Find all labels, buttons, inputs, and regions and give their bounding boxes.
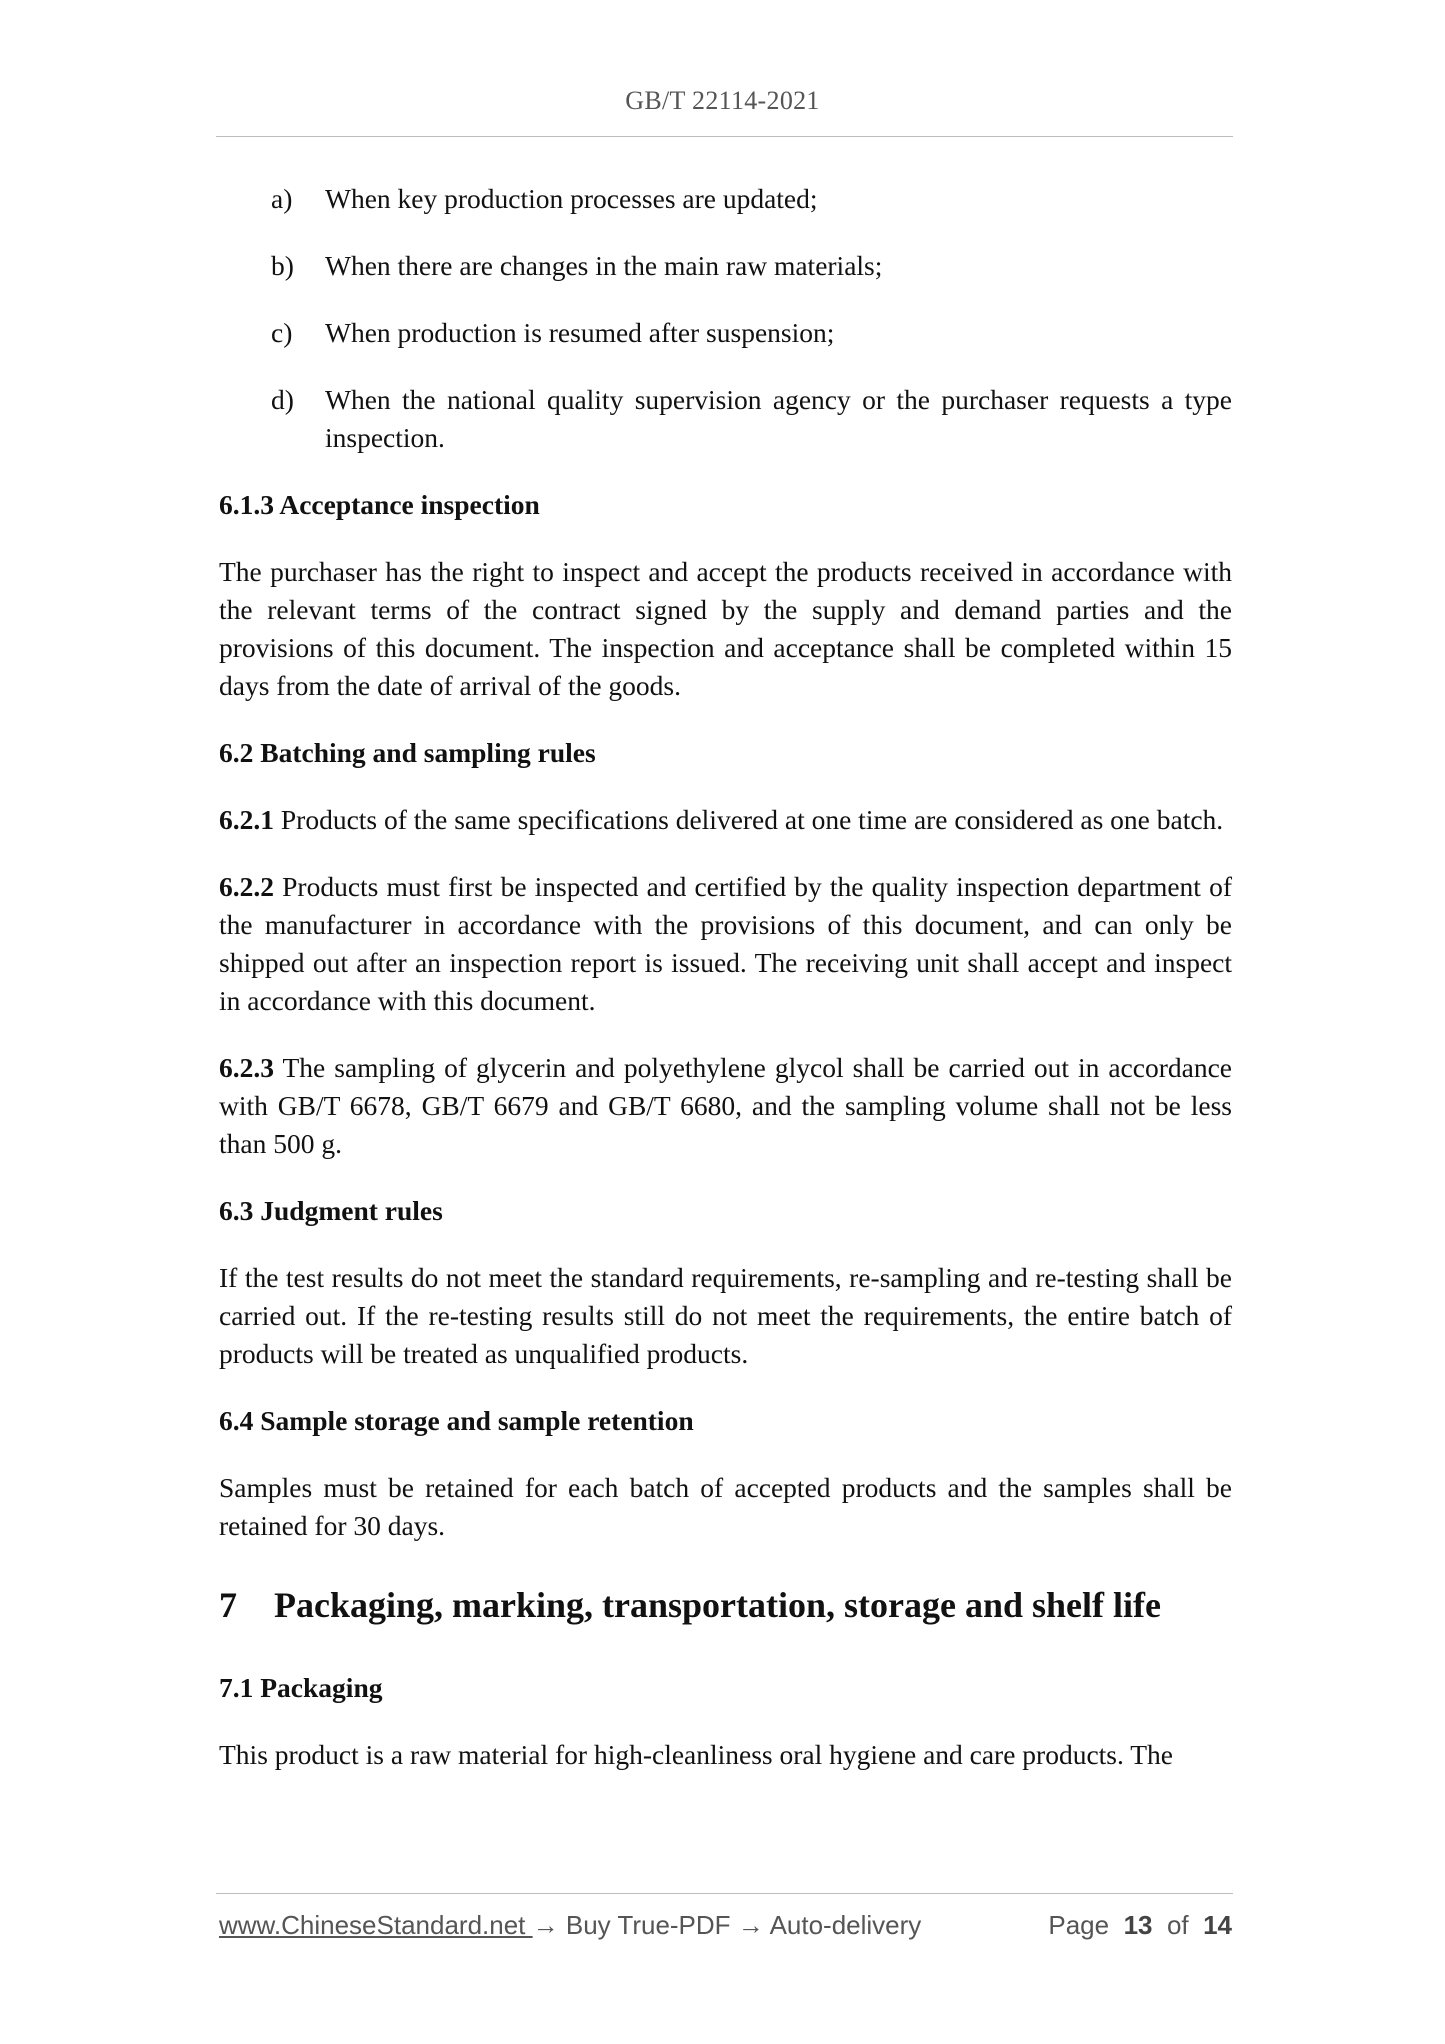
list-item	[271, 314, 1232, 352]
section-heading-6-4: 6.4 Sample storage and sample retention	[219, 1405, 694, 1436]
chapter-title: Packaging, marking, transportation, storage and shelf life	[274, 1585, 1161, 1625]
footer-left	[219, 1910, 921, 1941]
paragraph-6-2-2	[219, 868, 1232, 1020]
clause-number: 6.2.1	[219, 804, 274, 835]
list-marker: a)	[271, 183, 293, 214]
clause-text: The sampling of glycerin and polyethylene glycol shall be carried out in accordance with GB/T 6678, GB/T 6679 and GB/T 6680, and the sampling volume shall not be less than 500 g.	[219, 1052, 1232, 1159]
paragraph-6-2-1	[219, 801, 1232, 839]
page-number: 13	[1123, 1910, 1153, 1940]
section-heading-6-1-3: 6.1.3 Acceptance inspection	[219, 489, 540, 520]
list-marker: d)	[271, 384, 294, 415]
page-total: 14	[1203, 1910, 1232, 1940]
site-link[interactable]: www.ChineseStandard.net	[219, 1910, 533, 1940]
paragraph-6-2-3	[219, 1049, 1232, 1163]
paragraph-6-4: Samples must be retained for each batch of accepted products and the samples shall be retained for 30 days.	[219, 1472, 1232, 1541]
paragraph-7-1: This product is a raw material for high-cleanliness oral hygiene and care products. The	[219, 1739, 1174, 1770]
clause-number: 6.2.3	[219, 1052, 274, 1083]
list-text: When there are changes in the main raw materials;	[325, 250, 883, 281]
chapter-heading-7	[219, 1583, 1232, 1627]
page-footer	[219, 1910, 1232, 1941]
clause-number: 6.2.2	[219, 871, 274, 902]
footer-divider	[216, 1893, 1233, 1894]
list-item	[271, 180, 1232, 218]
paragraph-6-3: If the test results do not meet the standard requirements, re-sampling and re-testing shall be carried out. If the re-testing results still do not meet the requirements, the entire batch of products will be treated as unqualified products.	[219, 1262, 1232, 1369]
section-heading-6-3: 6.3 Judgment rules	[219, 1195, 443, 1226]
list-text: When the national quality supervision agency or the purchaser requests a type inspection.	[325, 384, 1232, 453]
page-indicator	[1048, 1910, 1232, 1941]
list-marker: c)	[271, 317, 293, 348]
clause-text: Products of the same specifications delivered at one time are considered as one batch.	[274, 804, 1224, 835]
list-text: When production is resumed after suspension;	[325, 317, 835, 348]
document-header: GB/T 22114-2021	[625, 86, 820, 115]
chapter-number: 7	[219, 1585, 237, 1625]
page-label: Page	[1048, 1910, 1110, 1940]
section-heading-6-2: 6.2 Batching and sampling rules	[219, 737, 596, 768]
clause-text: Products must first be inspected and certified by the quality inspection department of the manufacturer in accordance with the provisions of this document, and can only be shipped out after an inspection report is issued. The receiving unit shall accept and inspect in accordance with this document.	[219, 871, 1232, 1016]
list-text: When key production processes are updated;	[325, 183, 818, 214]
list-marker: b)	[271, 250, 294, 281]
paragraph-6-1-3: The purchaser has the right to inspect and accept the products received in accordance with the relevant terms of the contract signed by the supply and demand parties and the provisions of this document. The inspection and acceptance shall be completed within 15 days from the date of arrival of the goods.	[219, 556, 1232, 701]
list-item	[271, 381, 1232, 457]
document-body	[219, 180, 1232, 1803]
list-item	[271, 247, 1232, 285]
footer-trail: → Buy True-PDF → Auto-delivery	[532, 1910, 922, 1940]
header-divider	[216, 136, 1233, 137]
of-label: of	[1166, 1910, 1189, 1940]
section-heading-7-1: 7.1 Packaging	[219, 1672, 383, 1703]
